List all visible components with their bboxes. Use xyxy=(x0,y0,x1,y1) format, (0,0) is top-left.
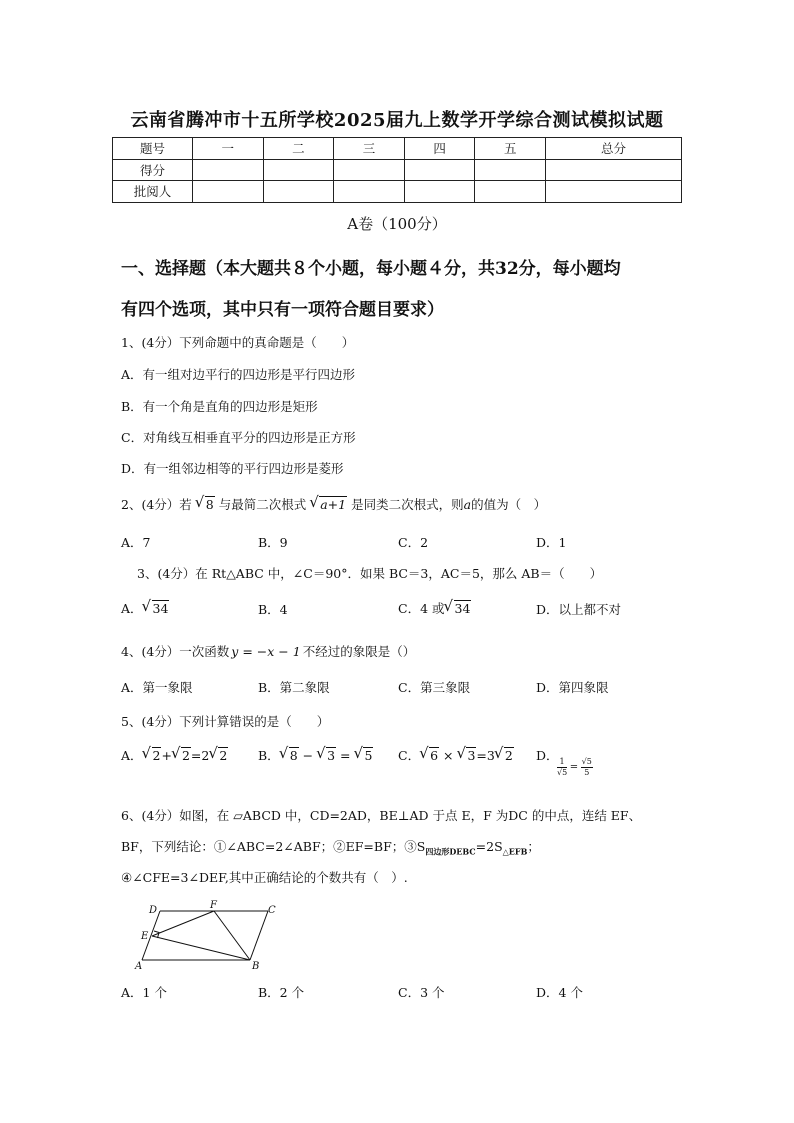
question-1-option-a: A．有一组对边平行的四边形是平行四边形 xyxy=(121,367,356,382)
numerator: √5 xyxy=(581,757,592,766)
table-header-cell: 四 xyxy=(404,138,475,160)
grader-cell[interactable] xyxy=(263,181,334,203)
question-3-stem: 3、(4分）在 Rt△ABC 中，∠C＝90°．如果 BC＝3，AC＝5，那么 AB＝（ ） xyxy=(137,566,603,581)
q4-text-a: 4、(4分）一次函数 xyxy=(121,644,230,659)
operator: − xyxy=(298,748,318,763)
radicand: 3 xyxy=(467,748,476,763)
q6-text-c: ； xyxy=(527,839,540,854)
table-header-cell: 题号 xyxy=(113,138,193,160)
question-2-option-d: D．1 xyxy=(536,535,567,550)
radicand: 5 xyxy=(364,748,373,763)
segment-ef xyxy=(152,911,214,936)
question-5-option-d-formula xyxy=(557,758,593,777)
question-1-option-b: B．有一个角是直角的四边形是矩形 xyxy=(121,399,318,414)
radical xyxy=(172,747,191,763)
label-c: C xyxy=(268,905,276,916)
q2-text-a: 2、(4分）若 xyxy=(121,497,192,512)
radical xyxy=(280,747,299,763)
fraction xyxy=(581,758,593,777)
question-4-option-c: C．第三象限 xyxy=(398,680,471,695)
option-label: C．4 或 xyxy=(398,601,445,616)
question-2-option-b: B．9 xyxy=(258,535,288,550)
radicand: 2 xyxy=(181,748,190,763)
q2-radical-2 xyxy=(310,496,347,512)
radical xyxy=(495,747,514,763)
fraction xyxy=(557,758,567,777)
denominator: √5 xyxy=(557,768,568,777)
radicand: 2 xyxy=(504,748,513,763)
radicand: 8 xyxy=(289,748,298,763)
radical xyxy=(209,747,228,763)
question-5-stem: 5、(4分）下列计算错误的是（ ） xyxy=(121,714,330,729)
radicand: 2 xyxy=(152,748,161,763)
q2-variable: a xyxy=(463,497,472,512)
question-3-option-b: B．4 xyxy=(258,602,288,617)
q3-radical-c xyxy=(445,600,472,616)
table-header-cell: 五 xyxy=(475,138,546,160)
label-e: E xyxy=(141,931,149,942)
question-6-line1: 6、(4分）如图，在 ▱ABCD 中，CD=2AD，BE⊥AD 于点 E，F 为DC 的中点，连结 EF、 xyxy=(121,808,642,823)
operator: + xyxy=(161,748,172,763)
question-5-option-a xyxy=(121,746,228,764)
radical xyxy=(143,747,162,763)
score-cell[interactable] xyxy=(263,159,334,181)
question-5-option-c xyxy=(398,746,514,764)
row-label-score: 得分 xyxy=(113,159,193,181)
section-heading-line1: 一、选择题（本大题共８个小题，每小题４分，共32分，每小题均 xyxy=(121,259,621,279)
score-table xyxy=(112,137,682,203)
question-1-stem: 1、(4分）下列命题中的真命题是（ ） xyxy=(121,335,355,350)
question-4-option-d: D．第四象限 xyxy=(536,680,609,695)
label-f: F xyxy=(210,900,217,911)
q6-text-a: BF，下列结论：①∠ABC=2∠ABF；②EF=BF；③S xyxy=(121,839,426,854)
q2-text-d: 的值为（ ） xyxy=(471,497,547,512)
score-cell[interactable] xyxy=(475,159,546,181)
q2-text-b: 与最简二次根式 xyxy=(218,497,307,512)
question-6-line2 xyxy=(121,837,540,858)
radicand: 3 xyxy=(327,748,336,763)
question-5-option-d xyxy=(536,746,559,764)
q2-radical-1 xyxy=(196,496,215,512)
grader-cell[interactable] xyxy=(334,181,405,203)
question-1-option-c: C．对角线互相垂直平分的四边形是正方形 xyxy=(121,430,356,445)
radical xyxy=(457,747,476,763)
radicand: a+1 xyxy=(320,497,347,512)
score-cell[interactable] xyxy=(334,159,405,181)
row-label-grader: 批阅人 xyxy=(113,181,193,203)
question-6-line3: ④∠CFE=3∠DEF,其中正确结论的个数共有（ ）. xyxy=(121,870,408,885)
question-4-stem xyxy=(121,642,415,660)
table-header-cell: 一 xyxy=(193,138,264,160)
subscript: △EFB xyxy=(502,846,528,857)
radicand: 34 xyxy=(152,601,169,616)
option-label: D． xyxy=(536,748,559,763)
question-6-option-c: C．3 个 xyxy=(398,985,445,1000)
radical xyxy=(317,747,336,763)
parallelogram-figure xyxy=(133,900,278,972)
question-3-option-c xyxy=(398,599,471,617)
operator: =2 xyxy=(190,748,210,763)
radicand: 6 xyxy=(430,748,439,763)
operator: =3 xyxy=(476,748,495,763)
operator: = xyxy=(569,762,579,773)
operator: = xyxy=(336,748,355,763)
question-4-option-a: A．第一象限 xyxy=(121,680,193,695)
table-header-cell: 二 xyxy=(263,138,334,160)
radical xyxy=(354,747,373,763)
option-label: C． xyxy=(398,748,421,763)
score-table-row xyxy=(113,159,682,181)
q4-text-b: 不经过的象限是（） xyxy=(302,644,416,659)
option-label: A． xyxy=(121,748,143,763)
option-label: A． xyxy=(121,601,143,616)
question-3-option-a xyxy=(121,599,169,617)
numerator: 1 xyxy=(557,758,567,768)
denominator: 5 xyxy=(584,768,590,777)
grader-cell[interactable] xyxy=(546,181,682,203)
score-cell[interactable] xyxy=(193,159,264,181)
grader-cell[interactable] xyxy=(193,181,264,203)
radicand: 8 xyxy=(205,497,214,512)
score-table-header-row xyxy=(113,138,682,160)
q2-text-c: 是同类二次根式，则 xyxy=(351,497,464,512)
score-cell[interactable] xyxy=(546,159,682,181)
radical xyxy=(420,747,439,763)
radicand: 2 xyxy=(219,748,228,763)
question-2-option-c: C．2 xyxy=(398,535,429,550)
label-a: A xyxy=(135,961,143,972)
grader-cell[interactable] xyxy=(404,181,475,203)
grader-cell[interactable] xyxy=(475,181,546,203)
radicand: 34 xyxy=(454,601,471,616)
question-2-stem xyxy=(121,495,546,513)
label-b: B xyxy=(252,961,260,972)
question-1-option-d: D．有一组邻边相等的平行四边形是菱形 xyxy=(121,461,344,476)
operator: × xyxy=(439,748,458,763)
question-5-option-b xyxy=(258,746,373,764)
score-cell[interactable] xyxy=(404,159,475,181)
exam-title: 云南省腾冲市十五所学校2025届九上数学开学综合测试模拟试题 xyxy=(130,110,664,131)
score-table-row xyxy=(113,181,682,203)
table-header-cell: 三 xyxy=(334,138,405,160)
section-heading-line2: 有四个选项，其中只有一项符合题目要求） xyxy=(121,300,444,320)
question-6-option-d: D．4 个 xyxy=(536,985,583,1000)
q4-expression: y = −x − 1 xyxy=(231,644,301,659)
label-d: D xyxy=(149,905,158,916)
segment-cb xyxy=(250,911,268,960)
subscript: 四边形DEBC xyxy=(425,846,476,857)
paper-section-title: A卷（100分） xyxy=(347,215,447,233)
question-6-option-a: A．1 个 xyxy=(121,985,167,1000)
q3-radical-a xyxy=(143,600,170,616)
question-2-option-a: A．7 xyxy=(121,535,151,550)
question-3-option-d: D．以上都不对 xyxy=(536,602,622,617)
table-header-cell: 总分 xyxy=(546,138,682,160)
option-label: B． xyxy=(258,748,280,763)
q6-text-b: =2S xyxy=(475,839,503,854)
question-4-option-b: B．第二象限 xyxy=(258,680,330,695)
question-6-option-b: B．2 个 xyxy=(258,985,305,1000)
